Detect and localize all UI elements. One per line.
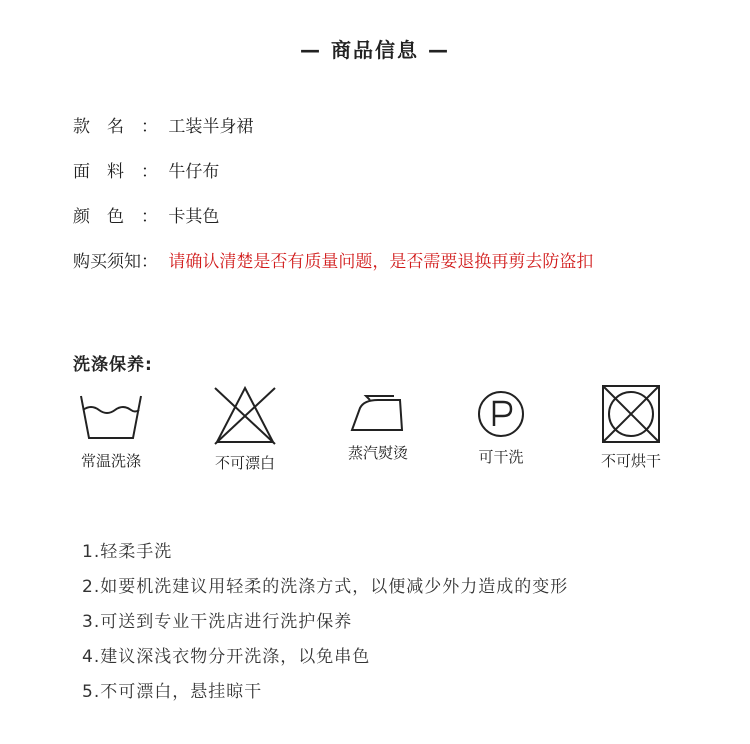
info-label: 款 名 ： xyxy=(73,117,158,137)
care-tip: 3.可送到专业干洗店进行洗护保养 xyxy=(82,612,353,632)
care-item-iron xyxy=(323,392,433,463)
info-value: 卡其色 xyxy=(168,207,220,227)
info-value: 工装半身裙 xyxy=(168,117,254,137)
care-heading: 洗涤保养: xyxy=(73,355,153,375)
no-tumble-dry-icon xyxy=(601,384,661,444)
care-label: 不可烘干 xyxy=(600,452,661,470)
care-label: 常温洗涤 xyxy=(80,452,141,470)
care-tip: 5.不可漂白，悬挂晾干 xyxy=(82,682,263,702)
care-tip: 2.如要机洗建议用轻柔的洗涤方式，以便减少外力造成的变形 xyxy=(82,577,569,597)
care-tip: 4.建议深浅衣物分开洗涤，以免串色 xyxy=(82,647,371,667)
info-label: 颜 色 ： xyxy=(73,207,158,227)
care-item-no-tumble-dry xyxy=(576,384,686,471)
info-label: 面 料 ： xyxy=(73,162,158,182)
no-bleach-icon xyxy=(213,384,277,446)
care-label: 可干洗 xyxy=(478,448,524,466)
info-row-fabric xyxy=(73,157,219,182)
info-row-color xyxy=(73,202,219,227)
care-label: 蒸汽熨烫 xyxy=(347,444,408,462)
care-item-dry-clean xyxy=(446,388,556,467)
dry-clean-p-icon xyxy=(473,388,529,440)
purchase-notice-text: 请确认清楚是否有质量问题，是否需要退换再剪去防盗扣 xyxy=(168,252,594,272)
wash-basin-icon xyxy=(79,388,143,444)
info-row-purchase-notice xyxy=(73,247,593,272)
care-item-no-bleach xyxy=(190,384,300,473)
info-value: 牛仔布 xyxy=(168,162,220,182)
care-label: 不可漂白 xyxy=(214,454,275,472)
iron-icon xyxy=(346,392,410,436)
care-tip: 1.轻柔手洗 xyxy=(82,542,173,562)
info-row-style-name xyxy=(73,112,253,137)
page-title: — 商品信息 — xyxy=(300,38,450,62)
info-label: 购买须知： xyxy=(73,252,158,272)
care-item-wash xyxy=(56,388,166,471)
